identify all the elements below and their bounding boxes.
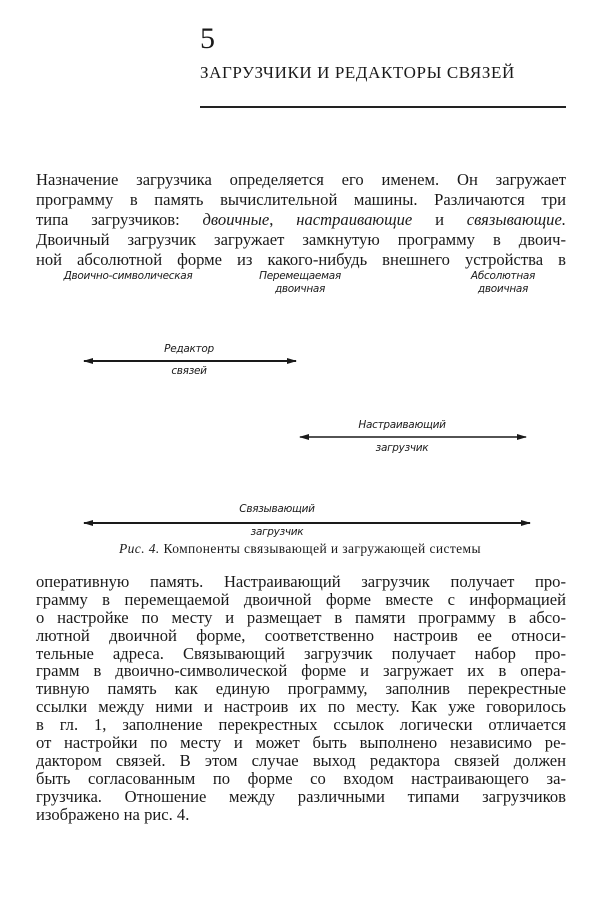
text-line: изображено на рис. 4.	[36, 804, 190, 824]
label-relocatable-binary	[259, 270, 341, 296]
linkage-editor-label-top: Редактор	[164, 343, 214, 355]
text-line: Назначение загрузчика определяется его именем. Он загружает	[36, 170, 566, 189]
chapter-number: 5	[200, 22, 215, 55]
text-line-with-emphasis	[36, 210, 566, 230]
linking-loader-label-top: Связывающий	[239, 503, 315, 515]
emphasis-linking: связывающие.	[466, 210, 566, 229]
text-line: грамм в двоично-символической форме и загружает их в опера-	[36, 661, 566, 681]
text-line: тивную память как единую программу, заполнив перекрестные	[36, 679, 566, 699]
text-line: от настройки по месту и может быть выполнено независимо ре-	[36, 733, 566, 753]
relocating-loader-label-bottom: загрузчик	[375, 442, 429, 454]
text-span: и	[412, 210, 467, 229]
emphasis-relocating: настраивающие	[296, 210, 413, 229]
text-line: лютной двоичной форме, соответственно настроив ее относи-	[36, 625, 566, 645]
emphasis-binary: двоичные	[202, 210, 270, 229]
figure-4-diagram	[0, 260, 600, 560]
text-line: ссылки между ними и настроив их по месту. Как уже говорилось	[36, 697, 566, 717]
text-line: оперативную память. Настраивающий загрузчик получает про-	[36, 572, 566, 591]
linkage-editor-label-bottom: связей	[171, 365, 207, 377]
text-line: быть согласованным по форме со входом настраивающего за-	[36, 768, 566, 788]
linking-loader-label-bottom: загрузчик	[250, 526, 304, 538]
text-line: тельные адреса. Связывающий загрузчик получает набор про-	[36, 643, 566, 663]
text-span: типа загрузчиков:	[36, 210, 203, 229]
diagram-arrows	[0, 260, 600, 560]
text-line: ной абсолютной форме из какого-нибудь внешнего устройства в	[36, 250, 566, 269]
text-line: в гл. 1, заполнение перекрестных ссылок логически отличается	[36, 715, 566, 735]
label-line: двоичная	[477, 283, 529, 295]
caption-label: Рис. 4.	[119, 541, 160, 556]
label-binary-symbolic: Двоично-символическая	[63, 270, 193, 282]
text-line: дактором связей. В этом случае выход редактора связей должен	[36, 750, 566, 770]
text-line: грузчика. Отношение между различными типами загрузчиков	[36, 786, 566, 806]
relocating-loader-label-top: Настраивающий	[358, 419, 446, 431]
label-absolute-binary	[471, 270, 535, 296]
label-line: двоичная	[274, 283, 326, 295]
text-line: о настройке по месту и размещает в памяти программу в абсо-	[36, 607, 566, 627]
label-line: Перемещаемая	[259, 270, 341, 282]
chapter-title: ЗАГРУЗЧИКИ И РЕДАКТОРЫ СВЯЗЕЙ	[200, 63, 515, 82]
caption-text: Компоненты связывающей и загружающей системы	[163, 541, 481, 556]
label-line: Абсолютная	[470, 270, 536, 282]
paragraph-intro	[36, 170, 566, 270]
text-line: Двоичный загрузчик загружает замкнутую программу в двоич-	[36, 230, 566, 249]
paragraph-loaders	[36, 573, 566, 823]
text-line: программу в память вычислительной машины. Различаются три	[36, 190, 566, 209]
text-line: грамму в перемещаемой двоичной форме вместе с информацией	[36, 589, 566, 609]
figure-caption	[0, 541, 600, 557]
header-rule	[200, 106, 566, 108]
text-span: ,	[269, 210, 297, 229]
